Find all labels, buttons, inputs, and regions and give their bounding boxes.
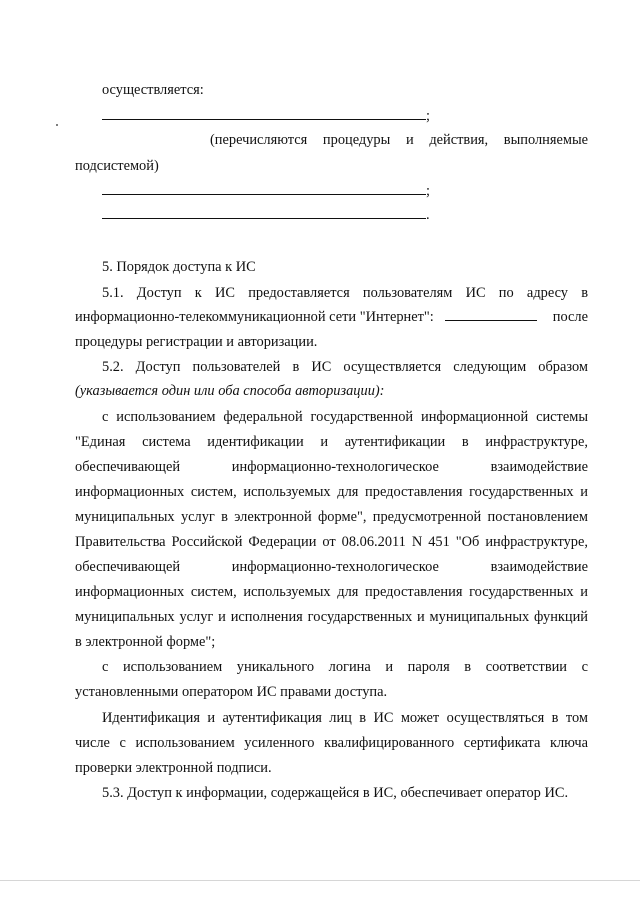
text-line: информационных систем, используемых для предоставления государственных и bbox=[75, 584, 588, 600]
text-line: информационных систем, используемых для предоставления государственных и bbox=[75, 484, 588, 500]
text-line: Идентификация и аутентификация лиц в ИС может осуществляться в том bbox=[102, 710, 588, 726]
text-line: процедуры регистрации и авторизации. bbox=[75, 334, 318, 350]
blank-line bbox=[102, 182, 430, 200]
blank-line bbox=[102, 206, 430, 224]
section-title: 5. Порядок доступа к ИС bbox=[102, 259, 256, 275]
text-line: с использованием федеральной государственной информационной системы bbox=[102, 409, 588, 425]
text-line: "Единая система идентификации и аутентификации в инфраструктуре, bbox=[75, 434, 588, 450]
text-line: проверки электронной подписи. bbox=[75, 760, 272, 776]
fill-blank bbox=[102, 107, 426, 120]
text-segment: после bbox=[552, 309, 588, 325]
text-line-with-blank bbox=[75, 308, 588, 326]
text-line: числе с использованием усиленного квалифицированного сертификата ключа bbox=[75, 735, 588, 751]
text-line: (перечисляются процедуры и действия, выполняемые bbox=[210, 132, 588, 148]
text-segment: информационно-телекоммуникационной сети "Интернет": bbox=[75, 309, 434, 325]
line-end: . bbox=[426, 207, 430, 223]
text-line: в электронной форме"; bbox=[75, 634, 216, 650]
text-line: 5.1. Доступ к ИС предоставляется пользователям ИС по адресу в bbox=[102, 285, 588, 301]
text-line: Правительства Российской Федерации от 08.06.2011 N 451 "Об инфраструктуре, bbox=[75, 534, 588, 550]
text-line: муниципальных услуг и исполнения государственных и муниципальных функций bbox=[75, 609, 588, 625]
text-line: с использованием уникального логина и пароля в соответствии с bbox=[102, 659, 588, 675]
fill-blank bbox=[102, 206, 426, 219]
italic-note: (указывается один или оба способа авторизации): bbox=[75, 383, 385, 399]
scan-speck bbox=[56, 124, 58, 126]
blank-line bbox=[102, 107, 430, 125]
text-line: обеспечивающей информационно-технологическое взаимодействие bbox=[75, 459, 588, 475]
page-bottom-divider bbox=[0, 880, 640, 881]
fill-blank bbox=[102, 182, 426, 195]
line-end: ; bbox=[426, 108, 430, 124]
text-line: подсистемой) bbox=[75, 158, 159, 174]
text-line: 5.3. Доступ к информации, содержащейся в ИС, обеспечивает оператор ИС. bbox=[102, 785, 569, 801]
text-line: обеспечивающей информационно-технологическое взаимодействие bbox=[75, 559, 588, 575]
text-line: установленными оператором ИС правами доступа. bbox=[75, 684, 388, 700]
line-end: ; bbox=[426, 183, 430, 199]
text-line: 5.2. Доступ пользователей в ИС осуществляется следующим образом bbox=[102, 359, 588, 375]
text-line: осуществляется: bbox=[102, 82, 204, 98]
fill-blank bbox=[445, 308, 537, 321]
text-line: муниципальных услуг в электронной форме", предусмотренной постановлением bbox=[75, 509, 588, 525]
